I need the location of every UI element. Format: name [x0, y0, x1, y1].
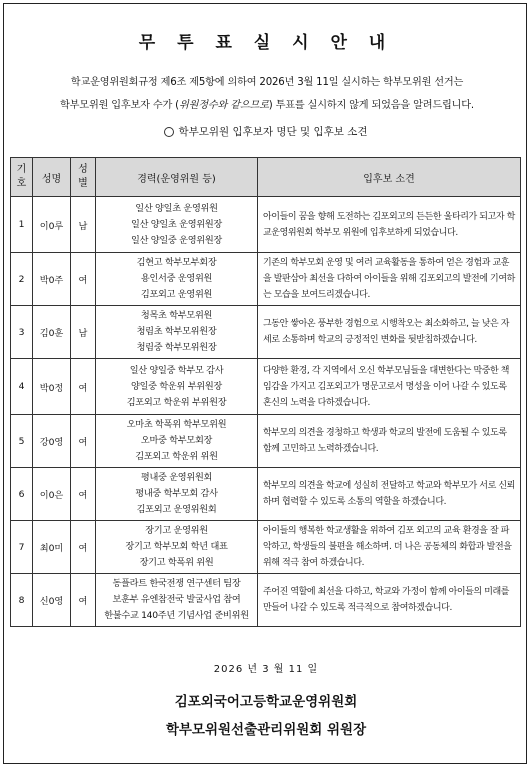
notice-line-2: 학부모위원 입후보자 수가 (위원정수와 같으므로) 투표를 실시하지 않게 되었음을 알려드립니다. [60, 100, 474, 111]
table-row [11, 306, 521, 359]
table-row [11, 468, 521, 521]
candidate-pledge: 기존의 학부모회 운영 및 여러 교육활동을 통하여 얻은 경험과 교훈을 발판삼아 최선을 다하여 아이들을 위해 김포외고의 발전에 기여하는 모습을 보여드리겠습니다. [258, 253, 521, 306]
candidate-number: 4 [11, 359, 33, 415]
career-line: 청림초 학부모위원장 [136, 326, 217, 337]
career-line: 청목초 학부모위원 [140, 310, 213, 321]
table-row [11, 574, 521, 627]
table-row [11, 197, 521, 253]
table-row [11, 359, 521, 415]
committee-chair: 학부모위원선출관리위원회 위원장 [165, 722, 367, 738]
career-line: 오마중 학부모회장 [140, 435, 213, 446]
career-line: 한불수교 140주년 기념사업 준비위원 [104, 610, 249, 621]
career-line: 보훈부 유엔참전국 발굴사업 참여 [112, 594, 241, 605]
announcement-date: 2026 년 3 월 11 일 [213, 664, 319, 675]
career-line: 청림중 학부모위원장 [136, 342, 217, 353]
candidate-pledge: 아이들의 행복한 학교생활을 위하여 김포 외고의 교육 환경을 잘 파악하고, 학생들의 불편을 해소하며. 더 나은 공동체의 화합과 발전을 위해 적극 참여 하겠습니다. [258, 521, 521, 574]
candidate-table [10, 157, 521, 627]
header-number: 기 호 [11, 158, 33, 197]
candidate-number: 2 [11, 253, 33, 306]
career-line: 장기고 학폭위 위원 [139, 557, 214, 568]
candidate-career [96, 253, 258, 306]
career-line: 동플라트 한국전쟁 연구센터 팀장 [112, 578, 241, 589]
candidate-gender: 여 [71, 468, 96, 521]
candidate-number: 7 [11, 521, 33, 574]
candidate-gender: 남 [71, 306, 96, 359]
candidate-career [96, 521, 258, 574]
candidate-name: 이0루 [33, 197, 71, 253]
table-header-row [11, 158, 521, 197]
career-line: 장기고 운영위원 [145, 525, 208, 536]
candidate-gender: 여 [71, 521, 96, 574]
career-line: 장기고 학부모회 학년 대표 [125, 541, 228, 552]
career-line: 용인서중 운영위원 [140, 273, 213, 284]
candidate-pledge: 그동안 쌓아온 풍부한 경험으로 시행착오는 최소화하고, 늘 낮은 자세로 소통하며 학교의 긍정적인 변화를 뒷받침하겠습니다. [258, 306, 521, 359]
candidate-career [96, 359, 258, 415]
notice-line-1: 학교운영위원회규정 제6조 제5항에 의하여 2026년 3월 11일 실시하는 학부모위원 선거는 [70, 77, 464, 88]
candidate-gender: 여 [71, 574, 96, 627]
career-line: 평내중 운영위원회 [140, 472, 213, 483]
candidate-pledge: 학부모의 의견을 학교에 성실히 전달하고 학교와 학부모가 서로 신뢰하며 협력할 수 있도록 소통의 역할을 하겠습니다. [258, 468, 521, 521]
header-pledge: 입후보 소견 [258, 158, 521, 197]
organization-name: 김포외국어고등학교운영위원회 [174, 694, 358, 710]
candidate-list-subtitle: 학부모위원 입후보자 명단 및 입후보 소견 [0, 124, 532, 139]
table-row [11, 415, 521, 468]
candidate-career [96, 197, 258, 253]
table-row [11, 253, 521, 306]
career-line: 김포외고 운영위원 [140, 289, 213, 300]
candidate-number: 1 [11, 197, 33, 253]
candidate-pledge: 주어진 역할에 최선을 다하고, 학교와 가정이 함께 아이들의 미래를 만들어 나갈 수 있도록 적극적으로 참여하겠습니다. [258, 574, 521, 627]
candidate-gender: 여 [71, 253, 96, 306]
candidate-gender: 여 [71, 415, 96, 468]
candidate-name: 이0은 [33, 468, 71, 521]
candidate-gender: 남 [71, 197, 96, 253]
candidate-career [96, 574, 258, 627]
candidate-pledge: 다양한 환경, 각 지역에서 오신 학부모님들을 대변한다는 막중한 책임감을 가지고 김포외고가 명문고로서 명성을 이어 나갈 수 있도록 혼신의 노력을 다하겠습니다. [258, 359, 521, 415]
candidate-number: 8 [11, 574, 33, 627]
candidate-pledge: 아이들이 꿈을 향해 도전하는 김포외고의 든든한 울타리가 되고자 학교운영위원회 학부모 위원에 입후보하게 되었습니다. [258, 197, 521, 253]
career-line: 오마초 학폭위 학부모위원 [126, 419, 227, 430]
candidate-career [96, 306, 258, 359]
candidate-gender: 여 [71, 359, 96, 415]
page-title: 무 투 표 실 시 안 내 [138, 33, 394, 53]
career-line: 일산 양일중 운영위원장 [131, 234, 222, 246]
career-line: 일산 양일초 운영위원 [135, 202, 218, 214]
candidate-name: 신0영 [33, 574, 71, 627]
circle-bullet-icon [164, 127, 174, 137]
candidate-number: 6 [11, 468, 33, 521]
career-line: 김포외고 학운위 위원 [135, 451, 218, 462]
career-line: 김포외고 운영위원회 [136, 504, 217, 515]
notice-paragraph [22, 71, 512, 117]
header-career: 경력(운영위원 등) [96, 158, 258, 197]
candidate-name: 박0정 [33, 359, 71, 415]
candidate-name: 강0영 [33, 415, 71, 468]
header-name: 성명 [33, 158, 71, 197]
candidate-pledge: 학부모의 의견을 경청하고 학생과 학교의 발전에 도움될 수 있도록 함께 고민하고 노력하겠습니다. [258, 415, 521, 468]
candidate-career [96, 468, 258, 521]
table-row [11, 521, 521, 574]
candidate-number: 3 [11, 306, 33, 359]
candidate-name: 박0주 [33, 253, 71, 306]
career-line: 일산 양일중 학부모 감사 [129, 364, 224, 376]
candidate-name: 김0훈 [33, 306, 71, 359]
career-line: 김현고 학부모부회장 [136, 257, 217, 268]
header-gender: 성 별 [71, 158, 96, 197]
candidate-name: 최0미 [33, 521, 71, 574]
career-line: 일산 양일초 운영위원장 [131, 218, 222, 230]
career-line: 김포외고 학운위 부위원장 [126, 396, 227, 408]
candidate-career [96, 415, 258, 468]
candidate-number: 5 [11, 415, 33, 468]
career-line: 양일중 학운위 부위원장 [131, 380, 222, 392]
career-line: 평내중 학부모회 감사 [135, 488, 218, 499]
